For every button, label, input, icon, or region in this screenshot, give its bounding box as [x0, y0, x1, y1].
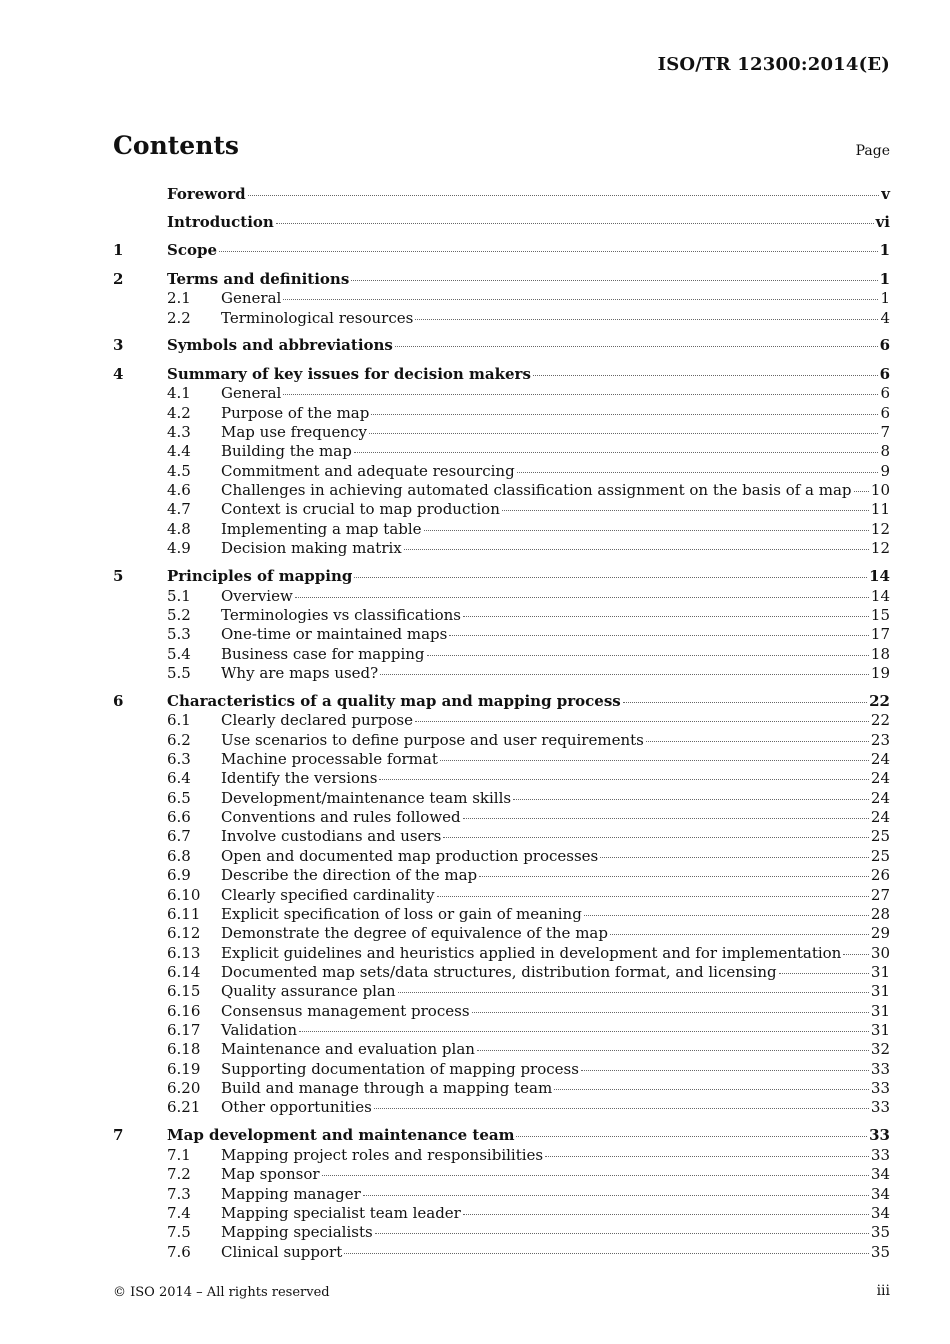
toc-entry-title: Clinical support [221, 1242, 343, 1261]
toc-entry-page: v [881, 185, 890, 203]
toc-entry-number: 4.9 [167, 538, 191, 557]
toc-subentry[interactable] [113, 731, 890, 750]
toc-entry-page: 22 [870, 711, 890, 730]
toc-entry[interactable] [113, 213, 890, 233]
toc-subentry[interactable] [113, 442, 890, 461]
toc-entry-number: 4 [113, 364, 124, 383]
toc-entry-number: 7.4 [167, 1203, 191, 1222]
toc-entry-title: Why are maps used? [221, 663, 379, 682]
toc-entry-number: 7.5 [167, 1223, 191, 1242]
toc-subentry[interactable] [113, 1185, 890, 1204]
toc-subentry[interactable] [113, 905, 890, 924]
toc-entry-title: Validation [221, 1020, 298, 1039]
toc-subentry[interactable] [113, 1146, 890, 1165]
dot-leader [371, 414, 878, 415]
dot-leader [477, 1050, 869, 1051]
toc-subentry[interactable] [113, 847, 890, 866]
toc-entry-title: Describe the direction of the map [221, 866, 478, 885]
dot-leader [517, 472, 879, 473]
toc-entry-number: 6.10 [167, 885, 201, 904]
toc-entry-number: 6.4 [167, 769, 191, 788]
toc-entry-page: 6 [880, 403, 890, 422]
toc-entry-page: 33 [870, 1145, 890, 1164]
toc-entry-title: One-time or maintained maps [221, 625, 448, 644]
toc-entry-title: Scope [167, 241, 218, 260]
toc-subentry[interactable] [113, 309, 890, 328]
dot-leader [600, 857, 869, 858]
toc-entry-number: 4.1 [167, 384, 191, 403]
toc-entry[interactable] [113, 692, 890, 712]
toc-entry-number: 2 [113, 269, 124, 288]
dot-leader [584, 915, 869, 916]
toc-subentry[interactable] [113, 886, 890, 905]
toc-entry-number: 6.11 [167, 904, 201, 923]
toc-entry-number: 6.6 [167, 808, 191, 827]
toc-entry-title: Documented map sets/data structures, distribution format, and licensing [221, 962, 777, 981]
toc-entry-number: 4.3 [167, 422, 191, 441]
toc-entry-page: 6 [879, 364, 890, 383]
toc-subentry[interactable] [113, 625, 890, 644]
toc-entry[interactable] [113, 567, 890, 587]
dot-leader [513, 799, 869, 800]
toc-entry-title: Terms and definitions [167, 269, 350, 288]
toc-entry-page: 29 [870, 924, 890, 943]
toc-entry-page: 27 [870, 885, 890, 904]
toc-entry-title: Build and manage through a mapping team [221, 1078, 553, 1097]
toc-entry-page: 12 [870, 538, 890, 557]
toc-subentry[interactable] [113, 520, 890, 539]
toc-subentry[interactable] [113, 866, 890, 885]
toc-entry-number: 6.7 [167, 827, 191, 846]
toc-subentry[interactable] [113, 606, 890, 625]
toc-entry-page: 34 [870, 1165, 890, 1184]
dot-leader [248, 195, 880, 196]
toc-entry-page: 4 [880, 308, 890, 327]
toc-subentry[interactable] [113, 1079, 890, 1098]
toc-entry-number: 6.13 [167, 943, 201, 962]
dot-leader [581, 1070, 869, 1071]
toc-entry-title: Maintenance and evaluation plan [221, 1040, 475, 1059]
toc-entry-title: Use scenarios to define purpose and user requirements [221, 730, 644, 749]
dot-leader [283, 299, 878, 300]
toc-entry-title: Building the map [221, 442, 352, 461]
copyright-notice: © ISO 2014 – All rights reserved [113, 1285, 330, 1300]
toc-entry-number: 6.17 [167, 1020, 201, 1039]
toc-subentry[interactable] [113, 1243, 890, 1262]
toc-entry[interactable] [113, 365, 890, 385]
toc-entry-number: 4.2 [167, 403, 191, 422]
dot-leader [395, 346, 878, 347]
dot-leader [554, 1089, 869, 1090]
toc-entry-title: Map sponsor [221, 1165, 320, 1184]
dot-leader [463, 616, 869, 617]
toc-subentry[interactable] [113, 944, 890, 963]
toc-entry-number: 6.8 [167, 846, 191, 865]
toc-entry-number: 5.4 [167, 644, 191, 663]
toc-entry-title: Terminological resources [221, 308, 414, 327]
toc-entry-number: 4.6 [167, 480, 191, 499]
toc-entry-page: 35 [870, 1242, 890, 1261]
toc-entry-page: 1 [879, 269, 890, 288]
toc-entry[interactable] [113, 270, 890, 290]
toc-entry-number: 6.18 [167, 1040, 201, 1059]
toc-subentry[interactable] [113, 808, 890, 827]
toc-entry-page: 33 [869, 1126, 890, 1145]
toc-entry-title: Conventions and rules followed [221, 808, 461, 827]
toc-subentry[interactable] [113, 711, 890, 730]
dot-leader [344, 1253, 869, 1254]
toc-entry-number: 5.3 [167, 625, 191, 644]
toc-entry-number: 7 [113, 1126, 124, 1145]
toc-entry-page: 6 [880, 384, 890, 403]
dot-leader [854, 491, 869, 492]
toc-entry-title: Overview [221, 586, 293, 605]
toc-entry-title: Foreword [167, 185, 246, 203]
toc-entry-title: Introduction [167, 213, 274, 232]
toc-entry-number: 6.12 [167, 924, 201, 943]
toc-entry-page: 25 [870, 846, 890, 865]
dot-leader [374, 1108, 869, 1109]
toc-entry-number: 6.5 [167, 788, 191, 807]
toc-subentry[interactable] [113, 982, 890, 1001]
toc-subentry[interactable] [113, 404, 890, 423]
toc-entry-title: Explicit specification of loss or gain of meaning [221, 904, 582, 923]
toc-entry-number: 6.16 [167, 1001, 201, 1020]
toc-entry-page: 7 [880, 422, 890, 441]
dot-leader [283, 394, 878, 395]
toc-entry-page: 31 [870, 1001, 890, 1020]
toc-entry-number: 5 [113, 566, 124, 585]
toc-entry-title: Commitment and adequate resourcing [221, 461, 515, 480]
toc-entry-title: General [221, 384, 282, 403]
toc-entry-page: vi [875, 213, 890, 232]
toc-entry-title: Terminologies vs classifications [221, 605, 462, 624]
toc-entry-title: Quality assurance plan [221, 982, 396, 1001]
toc-subentry[interactable] [113, 789, 890, 808]
dot-leader [779, 973, 869, 974]
dot-leader [463, 1214, 869, 1215]
dot-leader [354, 452, 879, 453]
toc-subentry[interactable] [113, 384, 890, 403]
page-number: iii [876, 1283, 890, 1299]
toc-entry-title: Other opportunities [221, 1098, 372, 1117]
toc-entry-title: Machine processable format [221, 750, 438, 769]
toc-entry-page: 33 [870, 1078, 890, 1097]
toc-entry-title: Summary of key issues for decision makers [167, 364, 531, 383]
toc-entry-page: 33 [870, 1098, 890, 1117]
dot-leader [440, 760, 869, 761]
toc-entry-number: 6.21 [167, 1098, 201, 1117]
toc-entry-number: 5.1 [167, 586, 191, 605]
dot-leader [472, 1012, 869, 1013]
toc-entry-title: Mapping specialists [221, 1223, 373, 1242]
toc-subentry[interactable] [113, 587, 890, 606]
toc-subentry[interactable] [113, 1002, 890, 1021]
toc-entry-number: 6.14 [167, 962, 201, 981]
toc-entry-page: 28 [870, 904, 890, 923]
toc-entry-page: 8 [880, 442, 890, 461]
toc-entry-title: Supporting documentation of mapping process [221, 1059, 579, 1078]
dot-leader [424, 530, 869, 531]
toc-entry-page: 23 [870, 730, 890, 749]
toc-entry-title: Implementing a map table [221, 519, 422, 538]
document-id: ISO/TR 12300:2014(E) [657, 54, 890, 75]
toc-entry-page: 35 [870, 1223, 890, 1242]
dot-leader [516, 1136, 867, 1137]
toc-entry-number: 6.19 [167, 1059, 201, 1078]
toc-entry-page: 1 [879, 241, 890, 260]
toc-entry-number: 3 [113, 336, 124, 355]
dot-leader [363, 1195, 869, 1196]
toc-entry-number: 5.5 [167, 663, 191, 682]
toc-entry-number: 4.5 [167, 461, 191, 480]
toc-entry-page: 6 [879, 336, 890, 355]
toc-subentry[interactable] [113, 827, 890, 846]
toc-entry-page: 18 [870, 644, 890, 663]
toc-entry-page: 31 [870, 1020, 890, 1039]
toc-entry-number: 7.6 [167, 1242, 191, 1261]
dot-leader [322, 1175, 869, 1176]
toc-entry-page: 33 [870, 1059, 890, 1078]
dot-leader [375, 1233, 869, 1234]
toc-entry-page: 11 [870, 500, 890, 519]
toc-entry-number: 1 [113, 241, 124, 260]
toc-entry-number: 6.20 [167, 1078, 201, 1097]
toc-subentry[interactable] [113, 423, 890, 442]
toc-entry-page: 32 [870, 1040, 890, 1059]
toc-entry-number: 6.3 [167, 750, 191, 769]
toc-entry[interactable] [113, 185, 890, 205]
dot-leader [299, 1031, 869, 1032]
toc-entry-title: Map use frequency [221, 422, 367, 441]
dot-leader [610, 934, 869, 935]
toc-entry-title: Demonstrate the degree of equivalence of the map [221, 924, 608, 943]
toc-subentry[interactable] [113, 500, 890, 519]
toc-entry-title: Mapping manager [221, 1184, 361, 1203]
toc-entry-title: Clearly declared purpose [221, 711, 413, 730]
toc-subentry[interactable] [113, 1204, 890, 1223]
dot-leader [295, 597, 869, 598]
toc-entry-title: Development/maintenance team skills [221, 788, 512, 807]
dot-leader [533, 375, 878, 376]
toc-entry-number: 6 [113, 691, 124, 710]
toc-entry-number: 4.4 [167, 442, 191, 461]
toc-entry-number: 6.15 [167, 982, 201, 1001]
toc-entry-page: 1 [880, 289, 890, 308]
dot-leader [545, 1156, 869, 1157]
toc-entry-page: 31 [870, 982, 890, 1001]
toc-entry-page: 22 [869, 691, 890, 710]
toc-entry-title: Mapping specialist team leader [221, 1203, 461, 1222]
toc-entry-page: 24 [870, 808, 890, 827]
toc-subentry[interactable] [113, 924, 890, 943]
toc-entry-page: 19 [870, 663, 890, 682]
dot-leader [443, 837, 869, 838]
toc-entry-number: 4.7 [167, 500, 191, 519]
dot-leader [437, 896, 869, 897]
dot-leader [479, 876, 869, 877]
toc-entry-title: Decision making matrix [221, 538, 402, 557]
toc-entry-page: 14 [869, 566, 890, 585]
toc-entry-number: 2.2 [167, 308, 191, 327]
toc-entry-title: Context is crucial to map production [221, 500, 500, 519]
dot-leader [502, 510, 869, 511]
toc-entry-title: Clearly specified cardinality [221, 885, 435, 904]
dot-leader [276, 223, 874, 224]
dot-leader [219, 251, 878, 252]
dot-leader [415, 721, 869, 722]
toc-entry-title: General [221, 289, 282, 308]
toc-entry-number: 5.2 [167, 605, 191, 624]
dot-leader [623, 702, 867, 703]
toc-entry-number: 4.8 [167, 519, 191, 538]
toc-entry-title: Challenges in achieving automated classification assignment on the basis of a map [221, 480, 852, 499]
toc-subentry[interactable] [113, 1040, 890, 1059]
toc-entry-page: 25 [870, 827, 890, 846]
toc-entry-page: 9 [880, 461, 890, 480]
toc-entry-page: 17 [870, 625, 890, 644]
dot-leader [354, 577, 867, 578]
toc-entry-page: 24 [870, 769, 890, 788]
toc-subentry[interactable] [113, 462, 890, 481]
toc-subentry[interactable] [113, 645, 890, 664]
toc-entry-number: 2.1 [167, 289, 191, 308]
toc-entry-page: 34 [870, 1184, 890, 1203]
toc-subentry[interactable] [113, 1021, 890, 1040]
page-title: Contents [113, 131, 240, 160]
toc-entry-title: Business case for mapping [221, 644, 425, 663]
toc-entry-page: 24 [870, 788, 890, 807]
toc-entry-page: 14 [870, 586, 890, 605]
dot-leader [379, 779, 868, 780]
toc-entry-title: Map development and maintenance team [167, 1126, 515, 1145]
toc-entry-number: 6.2 [167, 730, 191, 749]
page-column-label: Page [855, 143, 890, 159]
toc-subentry[interactable] [113, 481, 890, 500]
toc-subentry[interactable] [113, 1060, 890, 1079]
dot-leader [380, 674, 869, 675]
toc-subentry[interactable] [113, 1223, 890, 1242]
dot-leader [449, 635, 869, 636]
toc-subentry[interactable] [113, 750, 890, 769]
toc-entry-number: 7.2 [167, 1165, 191, 1184]
toc-entry-title: Symbols and abbreviations [167, 336, 393, 355]
toc-entry-title: Explicit guidelines and heuristics applied in development and for implementation [221, 943, 842, 962]
toc-entry-number: 7.1 [167, 1145, 191, 1164]
dot-leader [398, 992, 869, 993]
table-of-contents [113, 185, 890, 1262]
toc-entry[interactable] [113, 241, 890, 261]
toc-subentry[interactable] [113, 963, 890, 982]
toc-subentry[interactable] [113, 539, 890, 558]
dot-leader [369, 433, 879, 434]
toc-entry-title: Open and documented map production processes [221, 846, 599, 865]
toc-subentry[interactable] [113, 1098, 890, 1117]
toc-subentry[interactable] [113, 664, 890, 683]
dot-leader [404, 549, 869, 550]
toc-entry-page: 26 [870, 866, 890, 885]
toc-entry-title: Identify the versions [221, 769, 378, 788]
toc-entry-number: 6.1 [167, 711, 191, 730]
dot-leader [415, 319, 878, 320]
toc-entry-page: 12 [870, 519, 890, 538]
toc-entry-title: Mapping project roles and responsibilities [221, 1145, 544, 1164]
toc-subentry[interactable] [113, 769, 890, 788]
toc-entry-title: Consensus management process [221, 1001, 470, 1020]
toc-entry-number: 6.9 [167, 866, 191, 885]
toc-entry-page: 31 [870, 962, 890, 981]
dot-leader [351, 280, 877, 281]
toc-entry-title: Characteristics of a quality map and mapping process [167, 691, 621, 710]
toc-entry[interactable] [113, 1126, 890, 1146]
toc-entry-page: 30 [870, 943, 890, 962]
toc-entry-page: 24 [870, 750, 890, 769]
dot-leader [463, 818, 869, 819]
dot-leader [427, 655, 869, 656]
toc-entry-number: 7.3 [167, 1184, 191, 1203]
toc-entry-page: 10 [870, 480, 890, 499]
toc-entry-title: Involve custodians and users [221, 827, 442, 846]
toc-subentry[interactable] [113, 1165, 890, 1184]
toc-entry[interactable] [113, 336, 890, 356]
toc-subentry[interactable] [113, 289, 890, 308]
toc-entry-title: Principles of mapping [167, 566, 353, 585]
dot-leader [843, 954, 869, 955]
toc-entry-page: 34 [870, 1203, 890, 1222]
toc-entry-page: 15 [870, 605, 890, 624]
toc-entry-title: Purpose of the map [221, 403, 370, 422]
dot-leader [646, 741, 869, 742]
